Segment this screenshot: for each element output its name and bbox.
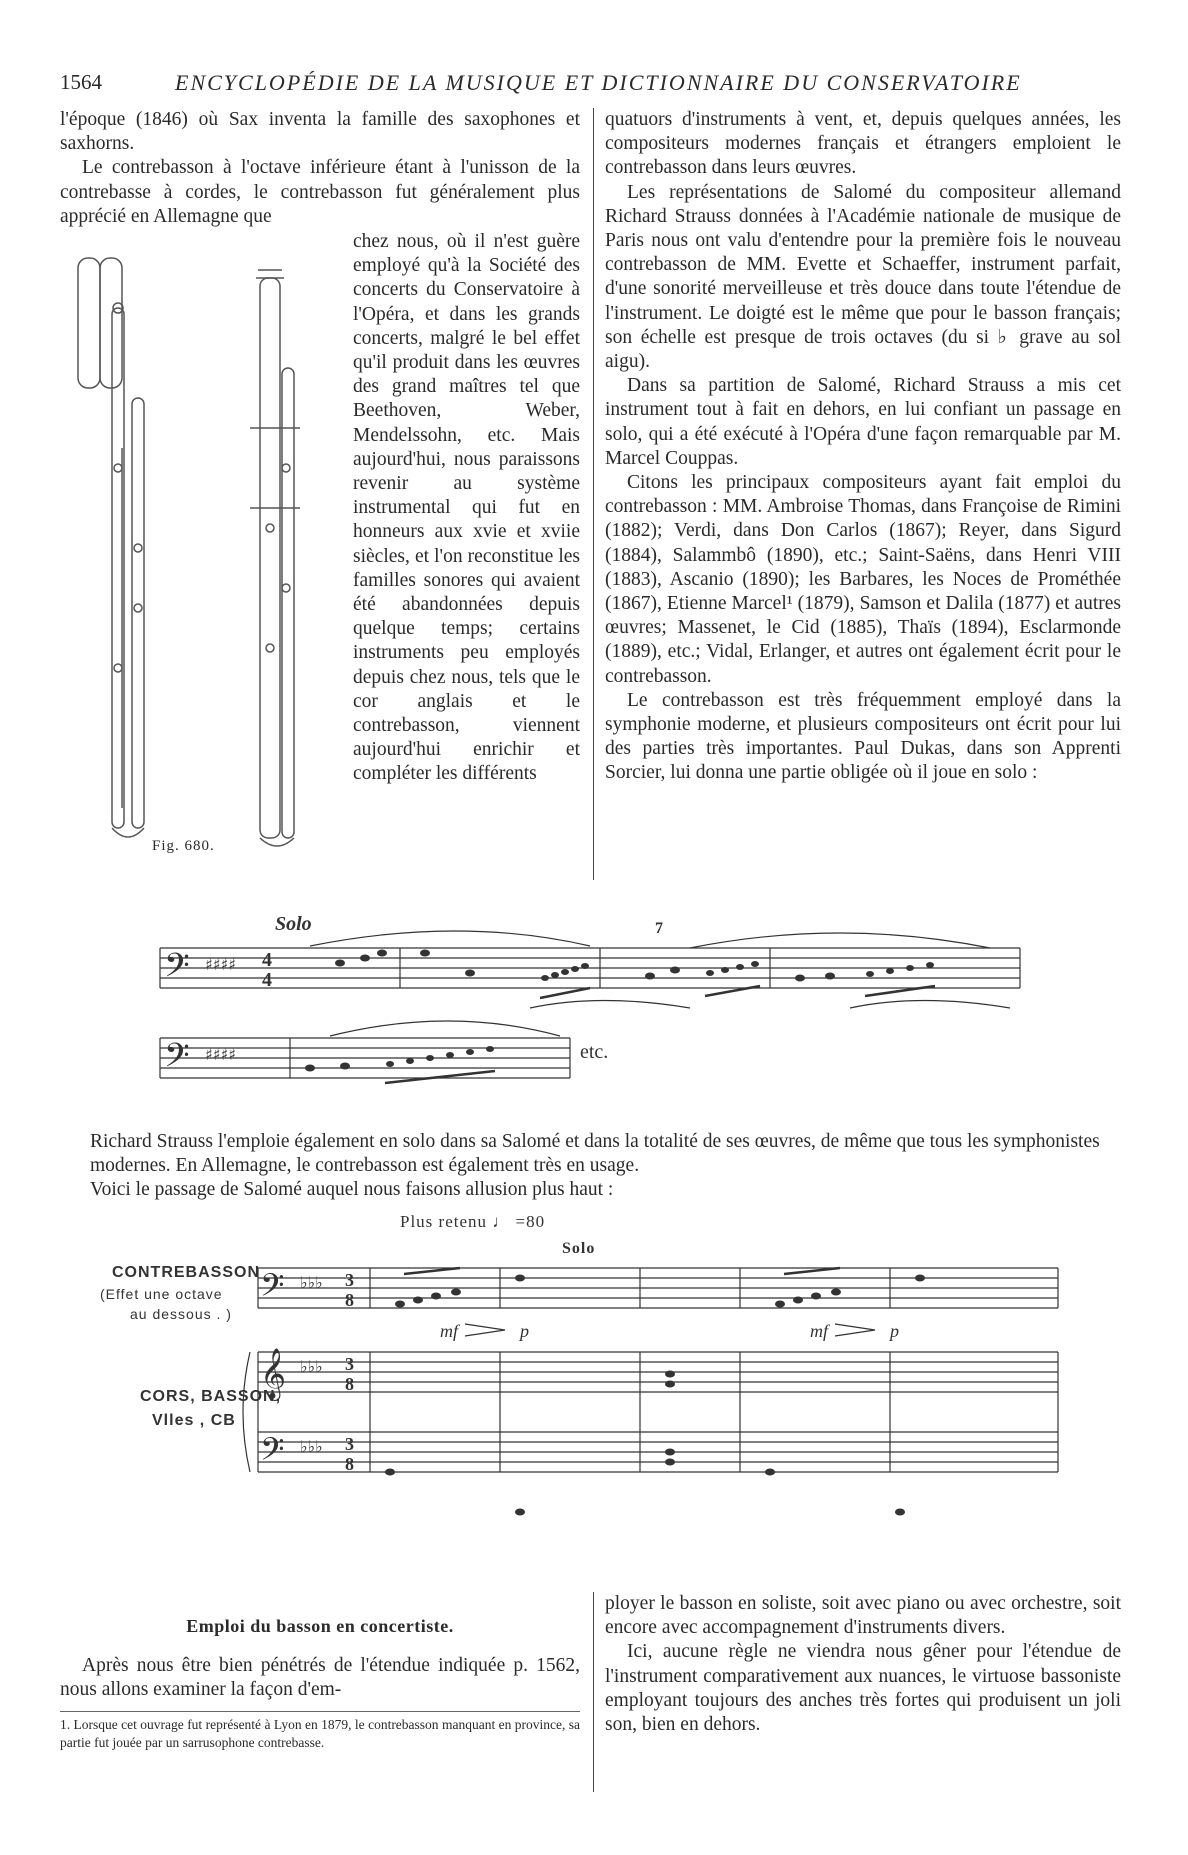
right-column	[605, 108, 1121, 786]
label-vles: Vlles , CB	[152, 1412, 236, 1429]
dynamic-p-2: p	[890, 1321, 899, 1341]
right-paragraph-1: quatuors d'instruments à vent, et, depuis quelques années, les compositeurs modernes français et étrangers emploient le contrebasson dans leurs œuvres.	[605, 109, 1121, 179]
bottom-left-column	[60, 1614, 580, 1752]
middle-text	[90, 1130, 1120, 1203]
time-signature-bottom: 4	[262, 969, 272, 991]
right-paragraph-4: Citons les principaux compositeurs ayant fait emploi du contrebasson : MM. Ambroise Thomas, dans Françoise de Rimini (1882); Verdi, dans Don Carlos (1867); Reyer, dans Sigurd (1884), Salammbô (1890), etc.; Saint-Saëns, dans Henri VIII (1883), Ascanio (1890); les Barbares, les Noces de Prométhée (1867), Etienne Marcel¹ (1879), Samson et Dalila (1877) et autres œuvres; Massenet, le Cid (1885), Thaïs (1894), Esclarmonde (1889), etc.; Vidal, Erlanger, et autres ont également écrit pour le contrebasson.	[605, 472, 1121, 687]
svg-text:♭♭♭: ♭♭♭	[300, 1357, 323, 1376]
bottom-right-paragraph-2: Ici, aucune règle ne viendra nous gêner pour l'étendue de l'instrument comparativement aux nuances, le virtuose bassoniste employant toujours des anches très fortes qui produisent un joli son, bien en dehors.	[605, 1641, 1121, 1736]
middle-paragraph-1: Richard Strauss l'emploie également en solo dans sa Salomé et dans la totalité de ses œuvres, de même que tous les symphonistes modernes. En Allemagne, le contrebasson est également très en usage.	[90, 1131, 1100, 1177]
left-paragraph-1: l'époque (1846) où Sax inventa la famille des saxophones et saxhorns.	[60, 109, 580, 155]
label-effet: (Effet une octave	[100, 1286, 223, 1302]
staff-1	[160, 948, 1020, 988]
contrabassoon-figure	[60, 248, 350, 848]
svg-text:𝄢: 𝄢	[164, 947, 190, 993]
score2-staves	[100, 1212, 1100, 1572]
column-divider-top	[593, 108, 594, 880]
tuplet-mark: 7	[655, 920, 663, 937]
page-number: 1564	[60, 70, 102, 94]
musical-score-salome	[100, 1212, 1100, 1572]
column-divider-bottom	[593, 1592, 594, 1792]
label-contrebasson: CONTREBASSON	[112, 1264, 261, 1281]
svg-text:♭♭♭: ♭♭♭	[300, 1273, 323, 1292]
left-paragraph-2: Le contrebasson à l'octave inférieure étant à l'unisson de la contrebasse à cordes, le contrebasson fut généralement plus apprécié en Allemagne que	[60, 157, 580, 227]
label-dessous: au dessous . )	[130, 1306, 232, 1322]
time-sig-2-bottom: 8	[345, 1290, 354, 1310]
time-sig-4-bottom: 8	[345, 1454, 354, 1474]
svg-text:𝄞: 𝄞	[260, 1348, 287, 1399]
svg-text:𝄢: 𝄢	[260, 1267, 285, 1311]
solo-label-2: Solo	[562, 1240, 596, 1257]
right-paragraph-5: Le contrebasson est très fréquemment employé dans la symphonie moderne, et plusieurs compositeurs ont écrit pour lui des parties très importantes. Paul Dukas, dans son Apprenti Sorcier, lui donna une partie obligée où il joue en solo :	[605, 689, 1121, 784]
time-signature-top: 4	[262, 949, 272, 971]
left-narrow-text: chez nous, où il n'est guère employé qu'à la Société des concerts du Conservatoire à l'Opéra, et dans les grands concerts, malgré le bel effet qu'il produit dans les œuvres des grand maîtres tel que Beethoven, Weber, Mendelssohn, etc. Mais aujourd'hui, nous paraissons revenir au système instrumental qui fut en honneurs aux xvie et xviie siècles, et l'on reconstitue les familles sonores qui avaient été abandonnées depuis quelque temps; certains instruments peu employés depuis chez nous, tels que le cor anglais et le contrebasson, viennent aujourd'hui enrichir et compléter les différents	[353, 231, 580, 785]
bottom-right-column	[605, 1592, 1121, 1737]
middle-paragraph-2: Voici le passage de Salomé auquel nous faisons allusion plus haut :	[90, 1179, 614, 1201]
etc-mark: etc.	[580, 1041, 609, 1063]
right-paragraph-3: Dans sa partition de Salomé, Richard Strauss a mis cet instrument tout à fait en dehors, en lui confiant un passage en solo, qui a été exécuté à l'Opéra d'une façon remarquable par M. Marcel Couppas.	[605, 375, 1121, 469]
svg-text:♯♯♯♯: ♯♯♯♯	[205, 955, 236, 974]
svg-text:𝄢: 𝄢	[164, 1037, 190, 1083]
tempo-marking: Plus retenu ♩ =80	[400, 1212, 546, 1231]
musical-score-dukas	[150, 908, 1050, 1098]
time-sig-4-top: 3	[345, 1434, 354, 1454]
page-header	[60, 68, 1120, 100]
dynamic-mf-1: mf	[440, 1321, 458, 1341]
dynamic-mf-2: mf	[810, 1321, 828, 1341]
label-cors: CORS, BASSON,	[140, 1388, 282, 1405]
bottom-right-paragraph-1: ployer le basson en soliste, soit avec piano ou avec orchestre, soit encore avec accompagnement d'instruments divers.	[605, 1593, 1121, 1639]
time-sig-3-top: 3	[345, 1354, 354, 1374]
dynamic-p-1: p	[520, 1321, 529, 1341]
time-sig-3-bottom: 8	[345, 1374, 354, 1394]
left-column	[60, 108, 580, 229]
figure-caption: Fig. 680.	[152, 838, 215, 854]
bottom-left-paragraph: Après nous être bien pénétrés de l'étendue indiquée p. 1562, nous allons examiner la façon d'em-	[60, 1655, 580, 1701]
running-title: ENCYCLOPÉDIE DE LA MUSIQUE ET DICTIONNAIRE DU CONSERVATOIRE	[175, 70, 1022, 95]
right-paragraph-2: Les représentations de Salomé du compositeur allemand Richard Strauss données à l'Académie nationale de musique de Paris nous ont valu d'entendre pour la première fois le nouveau contrebasson de MM. Evette et Schaeffer, instrument parfait, d'une sonorité merveilleuse et très douce dans toute l'étendue de l'instrument. Le doigté est le même que pour le basson français; son échelle est presque de trois octaves (du si ♭ grave au sol aigu).	[605, 181, 1121, 373]
solo-label: Solo	[275, 913, 312, 935]
time-sig-2-top: 3	[345, 1270, 354, 1290]
svg-text:♯♯♯♯: ♯♯♯♯	[205, 1045, 236, 1064]
footnote: 1. Lorsque cet ouvrage fut représenté à Lyon en 1879, le contrebasson manquant en province, sa partie fut jouée par un sarrusophone contrebasse.	[60, 1711, 580, 1752]
svg-text:𝄢: 𝄢	[260, 1431, 285, 1475]
section-subheading: Emploi du basson en concertiste.	[186, 1616, 454, 1636]
svg-text:♭♭♭: ♭♭♭	[300, 1437, 323, 1456]
